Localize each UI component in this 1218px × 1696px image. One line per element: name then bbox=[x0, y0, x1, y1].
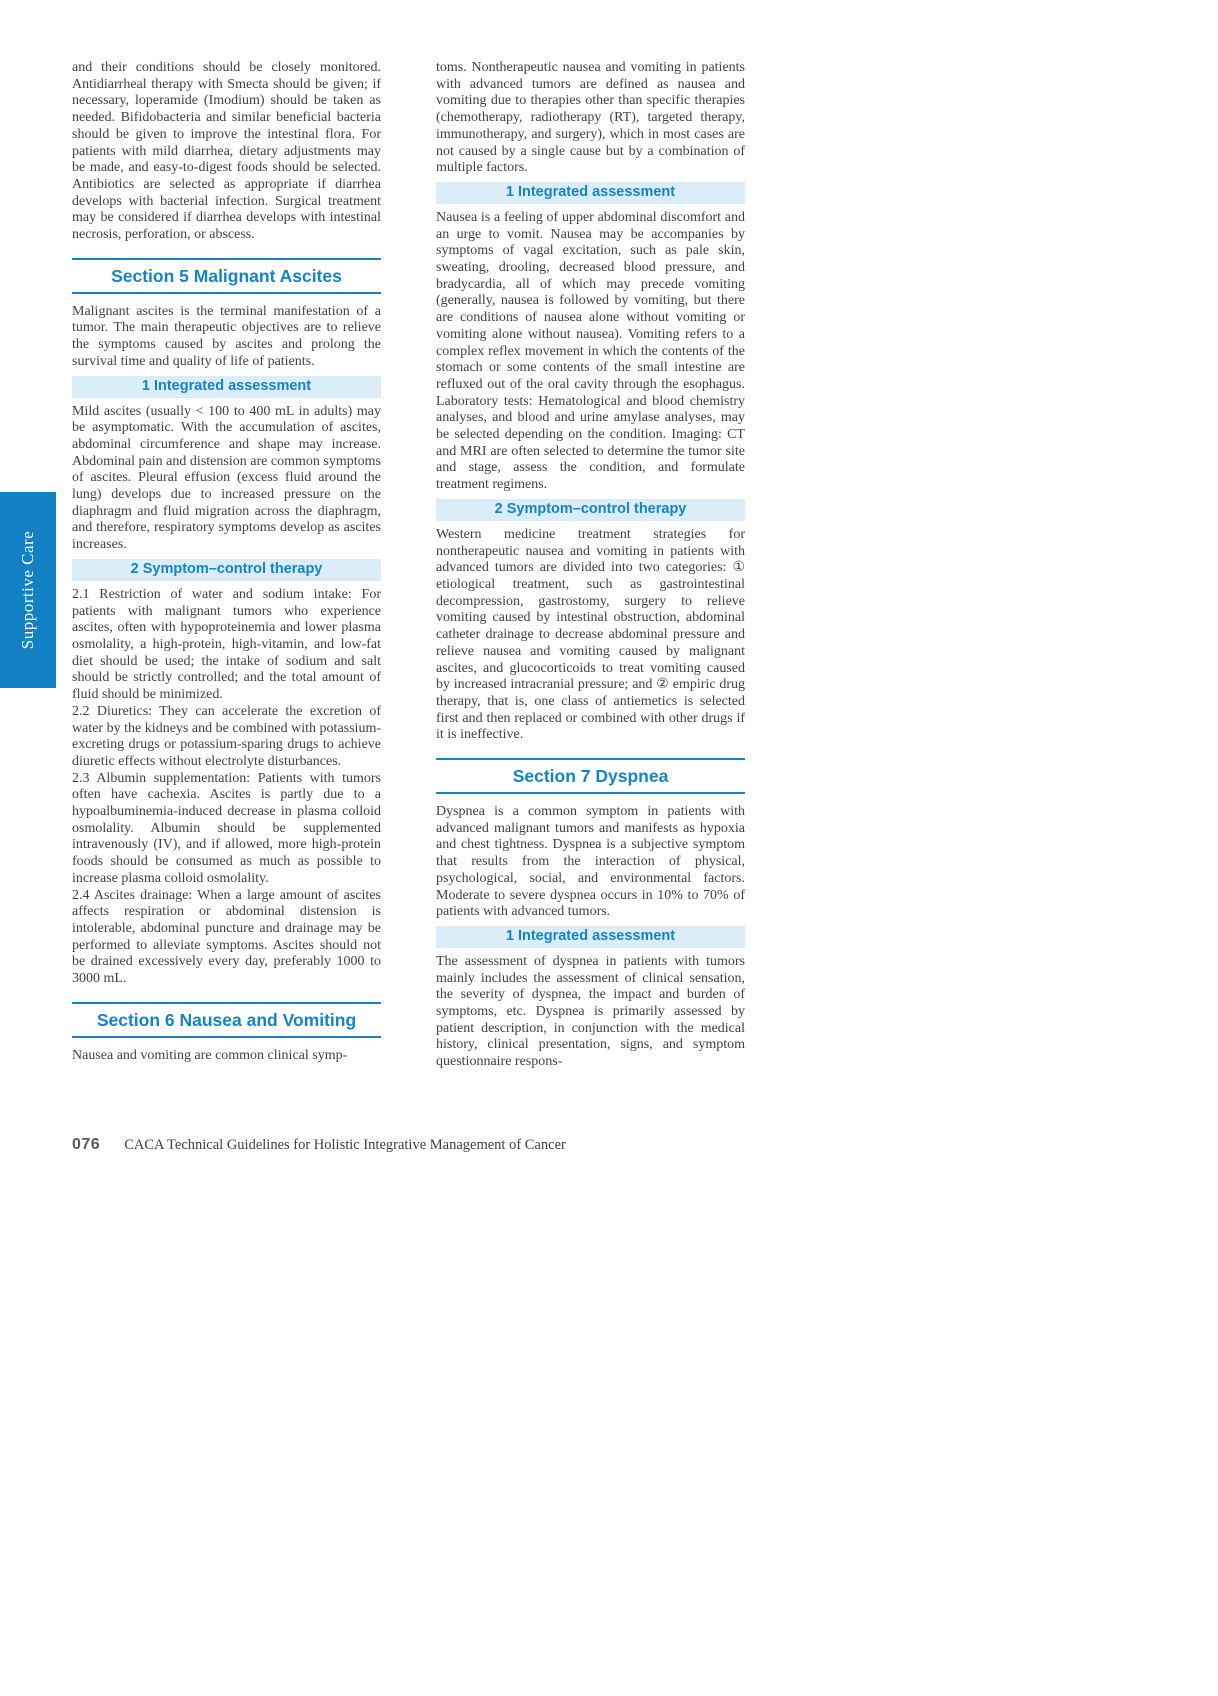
section-rule-top bbox=[436, 758, 745, 760]
right-text-column bbox=[436, 60, 745, 1071]
paragraph: Nausea is a feeling of upper abdominal discomfort and an urge to vomit. Nausea may be accompanies by symptoms of vagal excitation, such as pale skin, sweating, drooling, decreased blood pressure, and bradycardia, all of which may precede vomiting (generally, nausea is followed by vomiting, but there are conditions of nausea alone without vomiting or vomiting alone without nausea). Vomiting refers to a complex reflex movement in which the contents of the stomach or some contents of the small intestine are refluxed out of the oral cavity through the esophagus. Laboratory tests: Hematological and blood chemistry analyses, and blood and urine amylase analyses, may be selected depending on the condition. Imaging: CT and MRI are often selected to determine the tumor site and stage, assess the condition, and formulate treatment regimens. bbox=[436, 209, 745, 493]
paragraph: 2.2 Diuretics: They can accelerate the excretion of water by the kidneys and be combined with potassium-excreting drugs or potassium-sparing drugs to achieve diuretic effects without electrolyte disturbances. bbox=[72, 703, 381, 769]
section-rule-bottom bbox=[436, 792, 745, 794]
page-number: 076 bbox=[72, 1136, 101, 1153]
section-title: Section 5 Malignant Ascites bbox=[111, 265, 342, 286]
section-rule-top bbox=[72, 1002, 381, 1004]
footer-running-title: CACA Technical Guidelines for Holistic Integrative Management of Cancer bbox=[124, 1137, 566, 1153]
subsection-heading: 2 Symptom–control therapy bbox=[436, 499, 745, 521]
paragraph: Mild ascites (usually < 100 to 400 mL in adults) may be asymptomatic. With the accumulation of ascites, abdominal circumference and shape may increase. Abdominal pain and distension are common symptoms of ascites. Pleural effusion (excess fluid around the lung) develops due to increased pressure on the diaphragm and fluid migration across the diaphragm, and therefore, respiratory symptoms develop as ascites increases. bbox=[72, 403, 381, 553]
paragraph: Dyspnea is a common symptom in patients with advanced malignant tumors and manifests as hypoxia and chest tightness. Dyspnea is a subjective symptom that results from the interaction of physical, psychological, social, and environmental factors. Moderate to severe dyspnea occurs in 10% to 70% of patients with advanced tumors. bbox=[436, 804, 745, 920]
left-text-column bbox=[72, 60, 381, 1064]
paragraph: 2.3 Albumin supplementation: Patients with tumors often have cachexia. Ascites is partly due to a hypoalbuminemia-induced decrease in plasma colloid osmolality. Albumin should be supplemented intravenously (IV), and if allowed, more high-protein foods should be consumed as much as possible to increase plasma colloid osmolality. bbox=[72, 770, 381, 886]
paragraph: Malignant ascites is the terminal manifestation of a tumor. The main therapeutic objectives are to relieve the symptoms caused by ascites and prolong the survival time and quality of life of patients. bbox=[72, 303, 381, 369]
section-rule-top bbox=[72, 258, 381, 260]
paragraph: and their conditions should be closely monitored. Antidiarrheal therapy with Smecta should be given; if necessary, loperamide (Imodium) should be taken as needed. Bifidobacteria and similar beneficial bacteria should be given to improve the intestinal flora. For patients with mild diarrhea, dietary adjustments may be made, and easy-to-digest foods should be selected. Antibiotics are selected as appropriate if diarrhea develops with bacterial infection. Surgical treatment may be considered if diarrhea develops with intestinal necrosis, perforation, or abscess. bbox=[72, 60, 381, 243]
section-title: Section 6 Nausea and Vomiting bbox=[96, 1009, 357, 1030]
side-tab-label: Supportive Care bbox=[18, 530, 38, 650]
paragraph: Nausea and vomiting are common clinical symp- bbox=[72, 1047, 348, 1063]
page-footer bbox=[72, 1136, 566, 1154]
section-rule-bottom bbox=[72, 292, 381, 294]
section-heading-block bbox=[72, 1002, 381, 1038]
supportive-care-side-tab bbox=[0, 492, 56, 688]
subsection-heading: 1 Integrated assessment bbox=[72, 376, 381, 398]
subsection-heading: 2 Symptom–control therapy bbox=[72, 559, 381, 581]
section-heading-block bbox=[72, 258, 381, 294]
paragraph: 2.1 Restriction of water and sodium intake: For patients with malignant tumors who experience ascites, often with hypoproteinemia and lower plasma osmolality, a high-protein, high-vitamin, and low-fat diet should be used; the intake of sodium and salt should be strictly controlled; and the total amount of fluid should be minimized. bbox=[72, 586, 381, 703]
section-heading-block bbox=[436, 758, 745, 794]
paragraph: Western medicine treatment strategies for nontherapeutic nausea and vomiting in patients with advanced tumors are divided into two categories: ① etiological treatment, such as gastrointestinal decompression, gastrostomy, surgery to relieve vomiting caused by intestinal obstruction, abdominal catheter drainage to decrease abdominal pressure and relieve nausea and vomiting caused by malignant ascites, and glucocorticoids to treat vomiting caused by increased intracranial pressure; and ② empiric drug therapy, that is, one class of antiemetics is selected first and then replaced or combined with other drugs if it is ineffective. bbox=[436, 526, 745, 743]
paragraph: 2.4 Ascites drainage: When a large amount of ascites affects respiration or abdominal distension is intolerable, abdominal puncture and drainage may be performed to alleviate symptoms. Ascites should not be drained excessively every day, preferably 1000 to 3000 mL. bbox=[72, 887, 381, 987]
paragraph: toms. Nontherapeutic nausea and vomiting in patients with advanced tumors are defined as nausea and vomiting due to therapies other than specific therapies (chemotherapy, radiotherapy (RT), targeted therapy, immunotherapy, and surgery), which in most cases are not caused by a single cause but by a combination of multiple factors. bbox=[436, 60, 745, 176]
paragraph: The assessment of dyspnea in patients with tumors mainly includes the assessment of clinical sensation, the severity of dyspnea, the impact and burden of symptoms, etc. Dyspnea is primarily assessed by patient description, in conjunction with the medical history, clinical presentation, signs, and symptom questionnaire respons- bbox=[436, 953, 745, 1070]
section-title: Section 7 Dyspnea bbox=[512, 766, 669, 787]
section-rule-bottom bbox=[72, 1036, 381, 1038]
subsection-heading: 1 Integrated assessment bbox=[436, 926, 745, 948]
subsection-heading: 1 Integrated assessment bbox=[436, 182, 745, 204]
